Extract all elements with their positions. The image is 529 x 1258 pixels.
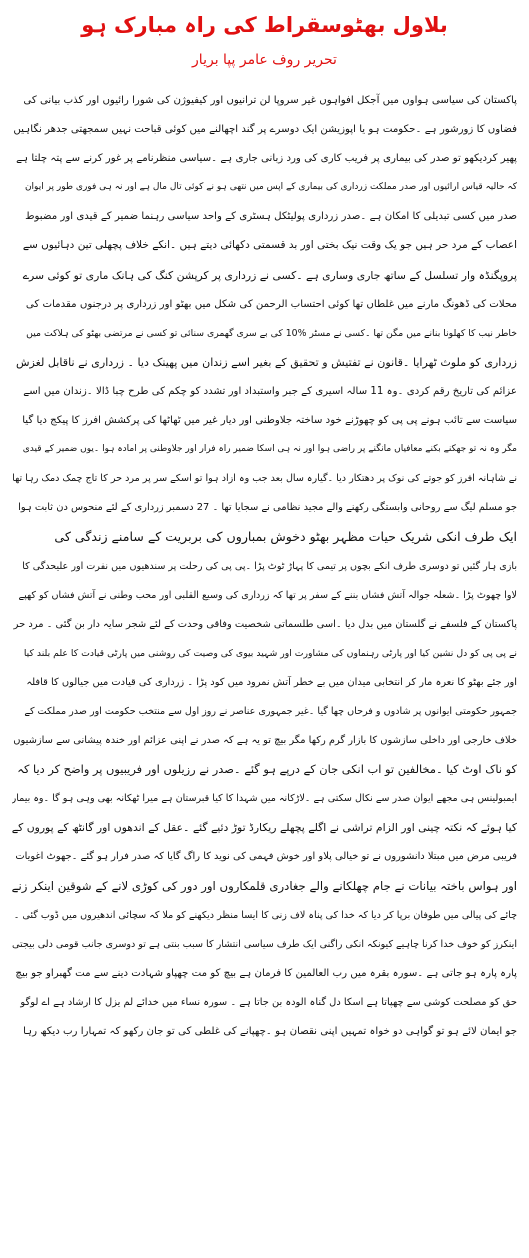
article-line: پاکستان کے فلسفے نے گلستان میں بدل دیا ۔اسی طلسماتی شخصیت وفاقی وحدت کے لئے شجر سایہ دار بن گئی ۔ مرد حر	[13, 618, 517, 630]
article-line: صدر میں کسی تبدیلی کا امکان ہے ۔صدر زرداری پولیٹکل ہسٹری کے واحد سیاسی رہنما ضمیر کے قیدی اور مضبوط	[25, 211, 517, 223]
article-line: اور ہواس باختہ بیانات نے جام چھلکانے والے جغادری قلمکاروں اور دور کی کوڑی لانے کے شوقین اینکر زنے	[12, 878, 517, 893]
article-line: پھیر کردیکھو تو صدر کی بیماری پر فریب کاری کی ورد زبانی جاری ہے ۔سیاسی منظرنامے پر غور کرنے سے پتہ چلتا ہے	[16, 153, 517, 165]
article-line: پاکستان کی سیاسی ہواوں میں آجکل افواہوں غیر سروپا لن ترانیوں اور کیفیوژن کی شورا رائیوں اور کذب بیانی کی	[23, 95, 517, 106]
article-line: چائے کی پیالی میں طوفان برپا کر دیا کہ خدا کی پناہ لاف زنی کا ایسا منظر دیکھنے کو ملا کہ سچائی اندھیروں میں ڈوب گئی ۔	[13, 909, 517, 921]
article-line: بازی ہار گئیں تو دوسری طرف انکے بچوں پر تیمی کا پہاڑ ٹوٹ پڑا ۔پی پی کی رحلت پر سندھیوں میں نفرت اور علیحدگی کا	[22, 560, 517, 572]
article-line: جو ایمان لائے ہو تو گواہی دو خواہ تمہیں اپنی نقصان ہو ۔چھپانے کی غلطی کی تو جان رکھو کہ تمہارا رب دیکھ رہا	[23, 1026, 517, 1037]
article-line: اینکرز کو خوف خدا کرنا چاہیے کیونکہ انکی راگنی ایک طرف سیاسی انتشار کا سبب بنتی ہے تو دوسری جانب قومی دلی بیجتی	[12, 938, 517, 950]
article-line: فریبی مرض میں مبتلا دانشوروں نے تو خیالی پلاو اور خوش فہمی کی نوید کا راگ گایا کہ صدر فرار ہو گئے ۔جھوٹ اغویات	[15, 851, 517, 863]
article-line: نے شاہانہ افرز کو جوتے کی نوک پر دھتکار دیا ۔گیارہ سال بعد جب وہ ازاد ہوا تو اسکے سر پر مرد حر کا تاج چمک دمک رہا تھا	[12, 473, 517, 485]
article-title: بلاول بھٹوسقراط کی راہ مبارک ہو	[81, 13, 448, 37]
article-line: خاطر نیب کا کھلونا بنانے میں مگن تھا ۔کسی نے مسٹر %10 کی بے سری گھمری سنائی تو کسی نے مرتضی بھٹو کی ہلاکت میں	[26, 327, 517, 339]
article-line: کو ناک اوٹ کیا ۔مخالفین تو اب انکی جان کے درپے ہو گئے ۔صدر نے رزیلوں اور فریبیوں پر واضح کر دیا کہ	[17, 762, 517, 777]
article-line: ایمبولینس ہی مجھے ایوان صدر سے نکال سکتی ہے ۔لاڑکانہ میں شہدا کا کیا قبرستان ہے میرا ٹھکانہ بھی وہی ہو گا ۔وہ بیمار	[12, 793, 517, 805]
article-line: جو مسلم لیگ سے روحانی وابستگی رکھنے والے مجید نظامی نے سجایا تھا ۔ 27 دسمبر زرداری کے لئے منحوس دن ثابت ہوا	[18, 502, 517, 514]
article-line: فضاوں کا زورشور ہے ۔حکومت ہو یا اپوزیشن ایک دوسرے پر گند اچھالنے میں کوئی قباحت نہیں سمجھتی جدھر نگاہیں	[13, 124, 517, 136]
article-line: پروپگنڈہ وار تسلسل کے ساتھ جاری وساری ہے ۔کسی نے زرداری پر کرپشن کنگ کی ہانک ماری تو کوئی سرے	[22, 268, 517, 282]
article-body	[12, 86, 517, 1046]
article-line: پارہ پارہ ہو جاتی ہے ۔سورہ بقرہ میں رب العالمین کا فرمان ہے بیچ کو مت چھپاو شہادت دینے سے مت گھبراو جو بیچ	[15, 967, 517, 979]
article-byline: تحریر روف عامر پپا بریار	[192, 52, 337, 68]
article-line: سیاست سے تائب ہونے پی پی کو چھوڑنے خود ساختہ جلاوطنی اور دیار غیر میں ٹھاٹھا کی پرکشش افرز کا پیکج دیا گیا	[22, 415, 517, 427]
article-line: نے پی پی کو دل نشین کیا اور پارٹی رہنماوں کی مشاورت اور شہید بیوی کی وصیت کی روشنی میں پارٹی قیادت کا علم بلند کیا	[23, 647, 517, 659]
article-line: لاوا چھوٹ پڑا ۔شعلہ جوالہ آتش فشاں بننے کے سفر پر تھا کہ زرداری کی وسیع القلبی اور محب وطنی نے آتش فشاں کو کھپے	[18, 589, 517, 601]
article-line: جمہور حکومتی ایوانوں پر شادوں و فرحاں چھا گیا ۔غیر جمہوری عناصر نے روز اول سے منتخب حکومت اور صدر مملکت کے	[24, 705, 517, 717]
article-line: زرداری کو ملوث ٹھرایا ۔قانون نے تفتیش و تحقیق کے بغیر اسے زندان میں پھینک دیا ۔ زرداری نے ناقابل لغزش	[15, 355, 517, 369]
article-line: کہ حالیہ قیاس ارائیوں اور صدر مملکت زرداری کی بیماری کے اپس میں نتھی ہو نے کوئی تال مال ہے اور نہ ہی فوری طور پر ایوان	[24, 182, 517, 193]
article-line: عزائم کی تاریخ رقم کردی ۔وہ 11 سالہ اسیری کے جبر واستبداد اور تشدد کو چکم کی طرح چبا ڈالا ۔زندان میں اسے	[23, 385, 517, 397]
article-line: مگر وہ نہ تو جھکنے بکنے معافیاں مانگنے پر راضی ہوا اور نہ ہی اسکا ضمیر راہ فرار اور جلاوطنی پر امادہ ہوا ۔یوں ضمیر کے قیدی	[22, 444, 517, 455]
article-line: اور جئے بھٹو کا نعرہ مار کر انتخابی میدان میں بے خطر آتش نمرود میں کود پڑا ۔ زرداری کی قیادت میں جیالوں کا قافلہ	[26, 676, 517, 688]
article-line: کیا ہوئے کہ نکتہ چینی اور الزام تراشی نے اگلے پچھلے ریکارڈ توڑ دئیے گئے ۔عقل کے اندھوں اور گانٹھ کے پوروں کے	[12, 821, 517, 835]
article-line: ایک طرف انکی شریک حیات مظہر بھٹو دخوش بمباروں کی بربریت کے سامنے زندگی کی	[54, 529, 517, 545]
article-line: خلاف خارجی اور داخلی سازشوں کا بازار گرم رکھا مگر بیچ تو یہ ہے کہ صدر نے اپنی عزائم اور خندہ پیشانی سے سازشیوں	[13, 735, 517, 747]
article-line: محلات کی ڈھونگ مارنے میں غلطاں تھا کوئی احتساب الرحمن کی شکل میں بھٹو اور زرداری پر درجنوں مقدمات کی	[25, 298, 517, 310]
article-line: حق کو مصلحت کوشی سے چھپاتا ہے اسکا دل گناہ الودہ بن جاتا ہے ۔ سورہ نساء میں خدائے لم یزل کا ارشاد ہے اے لوگو	[20, 996, 517, 1008]
article-line: اعصاب کے مرد حر ہیں جو یک وقت نیک بختی اور بد قسمتی دکھائی دیتے ہیں ۔انکے خلاف پچھلی تین دہائیوں سے	[22, 239, 517, 252]
